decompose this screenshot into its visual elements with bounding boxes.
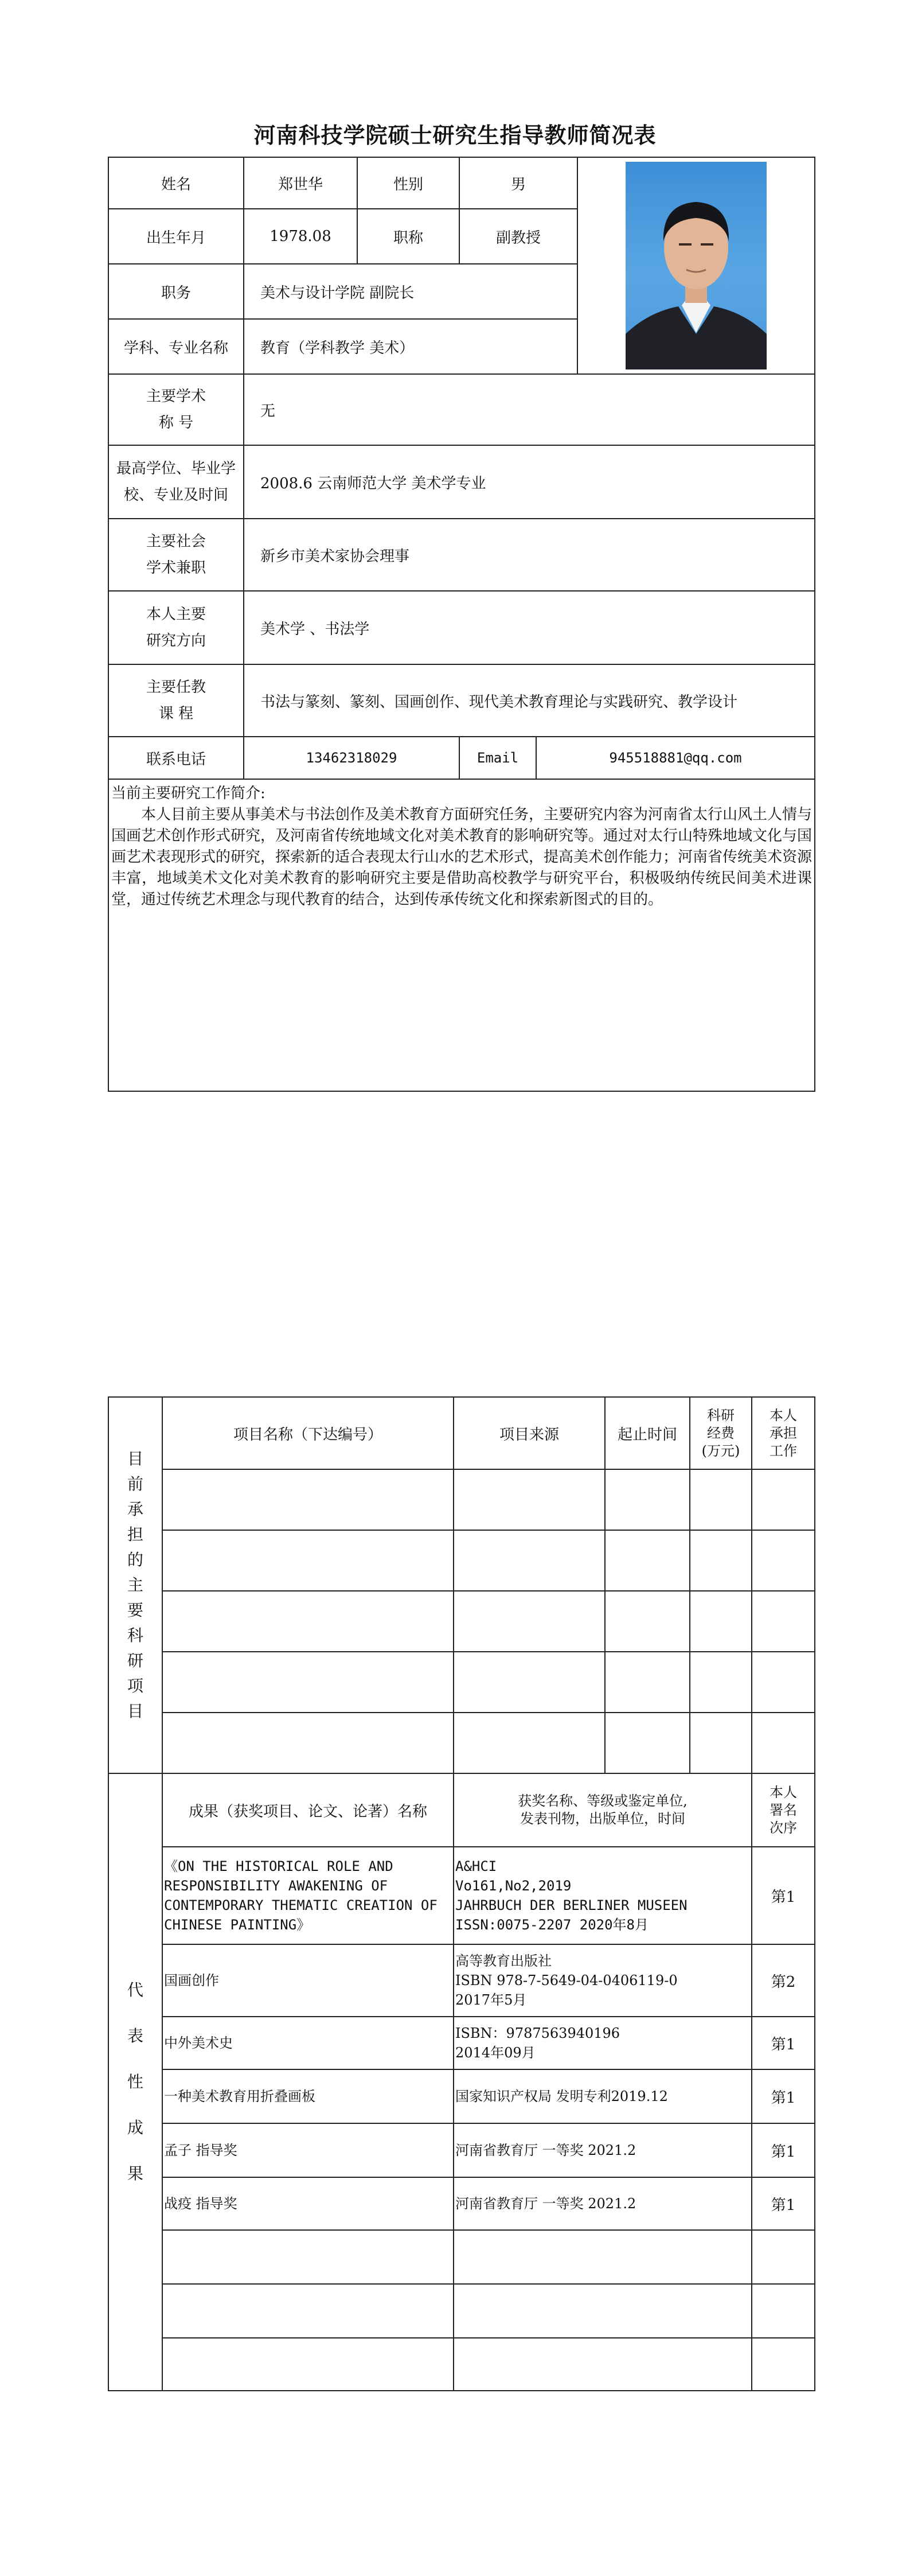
- projects-header-source: 项目来源: [454, 1397, 605, 1469]
- academic-title-label: [108, 374, 244, 445]
- funds-line1: 科研: [707, 1407, 735, 1423]
- projects-side-char: 科: [127, 1626, 143, 1645]
- birth-value: 1978.08: [244, 209, 357, 264]
- achievement-detail: 河南省教育厅 一等奖 2021.2: [454, 2123, 752, 2177]
- achievement-name: 战疫 指导奖: [162, 2177, 454, 2230]
- achievements-header-award: [454, 1773, 752, 1847]
- page-title: 河南科技学院硕士研究生指导教师简况表: [253, 123, 657, 148]
- achievement-row: [108, 2177, 815, 2230]
- courses-label-line2: 课 程: [158, 705, 194, 722]
- achievements-header-rank: [752, 1773, 815, 1847]
- achievement-detail: ISBN：9787563940196 2014年09月: [454, 2017, 752, 2069]
- email-value: 945518881@qq.com: [536, 737, 815, 779]
- projects-side-char: 要: [127, 1601, 143, 1620]
- direction-label: [108, 591, 244, 664]
- degree-value: 2008.6 云南师范大学 美术学专业: [244, 445, 815, 519]
- position-label: 职务: [108, 264, 244, 319]
- rank-header-line2: 署名: [770, 1801, 797, 1818]
- photo-cell: [577, 157, 815, 374]
- discipline-label: 学科、专业名称: [108, 319, 244, 374]
- phone-label: 联系电话: [108, 737, 244, 779]
- name-value: 郑世华: [244, 157, 357, 209]
- projects-side-char: 担: [127, 1525, 143, 1544]
- rank-label: 职称: [357, 209, 459, 264]
- research-intro-heading: 当前主要研究工作简介:: [111, 785, 265, 802]
- achievement-order: 第1: [752, 2069, 815, 2123]
- achievement-row: [108, 2069, 815, 2123]
- award-header-line2: 发表刊物，出版单位，时间: [520, 1811, 685, 1827]
- degree-label-line1: 最高学位、毕业学: [116, 460, 236, 477]
- achievement-name: 《ON THE HISTORICAL ROLE AND RESPONSIBILITY AWAKENING OF CONTEMPORARY THEMATIC CREATION OF CHINESE PAINTING》: [162, 1847, 454, 1944]
- achievement-detail: 国家知识产权局 发明专利2019.12: [454, 2069, 752, 2123]
- achievement-row: [108, 2338, 815, 2391]
- role-line2: 承担: [770, 1425, 797, 1441]
- achievement-detail: 河南省教育厅 一等奖 2021.2: [454, 2177, 752, 2230]
- rank-header-line1: 本人: [770, 1784, 797, 1800]
- projects-header-funds: [690, 1397, 752, 1469]
- gender-value: 男: [459, 157, 577, 209]
- academic-title-value: 无: [244, 374, 815, 445]
- achievement-row: [108, 2017, 815, 2069]
- achievement-row: [108, 1847, 815, 1944]
- projects-side-char: 目: [127, 1449, 143, 1468]
- award-header-line1: 获奖名称、等级或鉴定单位,: [518, 1793, 688, 1809]
- social-label: [108, 519, 244, 591]
- projects-side-char: 目: [127, 1702, 143, 1721]
- project-row: [108, 1652, 815, 1713]
- achievement-row: [108, 2230, 815, 2284]
- social-label-line1: 主要社会: [146, 533, 206, 550]
- projects-header-name: 项目名称（下达编号）: [162, 1397, 454, 1469]
- achievement-order: 第1: [752, 2177, 815, 2230]
- achievements-side-char: 代: [127, 1980, 143, 1999]
- achievements-side-char: 表: [127, 2026, 143, 2045]
- achievement-row: [108, 2123, 815, 2177]
- academic-title-label-line2: 称 号: [158, 414, 194, 431]
- achievements-side-char: 成: [127, 2118, 143, 2137]
- achievements-side-char: 性: [127, 2072, 143, 2091]
- achievement-name: 孟子 指导奖: [162, 2123, 454, 2177]
- achievement-name: 中外美术史: [162, 2017, 454, 2069]
- achievement-order: 第2: [752, 1944, 815, 2017]
- achievements-side-char: 果: [127, 2164, 143, 2183]
- degree-label-line2: 校、专业及时间: [123, 487, 228, 504]
- funds-line2: 经费: [707, 1425, 735, 1441]
- role-line1: 本人: [770, 1407, 797, 1423]
- projects-side-char: 前: [127, 1474, 143, 1493]
- funds-line3: (万元): [701, 1442, 740, 1459]
- research-intro: [108, 779, 815, 1091]
- courses-label-line1: 主要任教: [146, 679, 206, 696]
- achievement-row: [108, 1944, 815, 2017]
- projects-header-period: 起止时间: [605, 1397, 690, 1469]
- achievement-order: 第1: [752, 2123, 815, 2177]
- profile-table: [108, 157, 815, 1092]
- portrait-photo: [626, 162, 767, 369]
- direction-value: 美术学 、书法学: [244, 591, 815, 664]
- academic-title-label-line1: 主要学术: [146, 388, 206, 405]
- phone-value: 13462318029: [244, 737, 459, 779]
- direction-label-line1: 本人主要: [146, 606, 206, 623]
- projects-side-char: 项: [127, 1676, 143, 1695]
- gender-label: 性别: [357, 157, 459, 209]
- projects-side-char: 主: [127, 1575, 143, 1594]
- projects-side-char: 研: [127, 1651, 143, 1670]
- achievement-detail: A&HCI Vo161,No2,2019 JAHRBUCH DER BERLINER MUSEEN ISSN:0075-2207 2020年8月: [454, 1847, 752, 1944]
- courses-value: 书法与篆刻、篆刻、国画创作、现代美术教育理论与实践研究、教学设计: [244, 664, 815, 737]
- name-label: 姓名: [108, 157, 244, 209]
- position-value: 美术与设计学院 副院长: [244, 264, 577, 319]
- achievement-order: 第1: [752, 2017, 815, 2069]
- achievement-name: 一种美术教育用折叠画板: [162, 2069, 454, 2123]
- discipline-value: 教育（学科教学 美术）: [244, 319, 577, 374]
- social-value: 新乡市美术家协会理事: [244, 519, 815, 591]
- achievement-row: [108, 2284, 815, 2338]
- achievement-detail: 高等教育出版社 ISBN 978-7-5649-04-0406119-0 2017年5月: [454, 1944, 752, 2017]
- achievement-name: 国画创作: [162, 1944, 454, 2017]
- project-row: [108, 1469, 815, 1530]
- portrait-illustration: [626, 162, 767, 369]
- projects-side-char: 的: [127, 1550, 143, 1569]
- rank-value: 副教授: [459, 209, 577, 264]
- research-table: [108, 1396, 815, 2391]
- projects-side-label: [108, 1397, 162, 1773]
- direction-label-line2: 研究方向: [146, 632, 206, 649]
- project-row: [108, 1713, 815, 1773]
- achievements-header-name: 成果（获奖项目、论文、论著）名称: [162, 1773, 454, 1847]
- rank-header-line3: 次序: [770, 1819, 797, 1836]
- research-intro-body: 本人目前主要从事美术与书法创作及美术教育方面研究任务，主要研究内容为河南省太行山风土人情与国画艺术创作形式研究，及河南省传统地域文化对美术教育的影响研究等。通过对太行山特殊地域文化与国画艺术表现形式的研究，探索新的适合表现太行山水的艺术形式，提高美术创作能力；河南省传统美术资源丰富，地域美术文化对美术教育的影响研究主要是借助高校教学与研究平台，积极吸纳传统民间美术进课堂，通过传统艺术理念与现代教育的结合，达到传承传统文化和探索新图式的目的。: [111, 806, 813, 908]
- projects-side-char: 承: [127, 1500, 143, 1519]
- projects-header-role: [752, 1397, 815, 1469]
- achievement-order: 第1: [752, 1847, 815, 1944]
- social-label-line2: 学术兼职: [146, 559, 206, 577]
- project-row: [108, 1530, 815, 1591]
- role-line3: 工作: [770, 1442, 797, 1459]
- email-label: Email: [459, 737, 536, 779]
- project-row: [108, 1591, 815, 1652]
- birth-label: 出生年月: [108, 209, 244, 264]
- achievements-side-label: [108, 1773, 162, 2391]
- degree-label: [108, 445, 244, 519]
- courses-label: [108, 664, 244, 737]
